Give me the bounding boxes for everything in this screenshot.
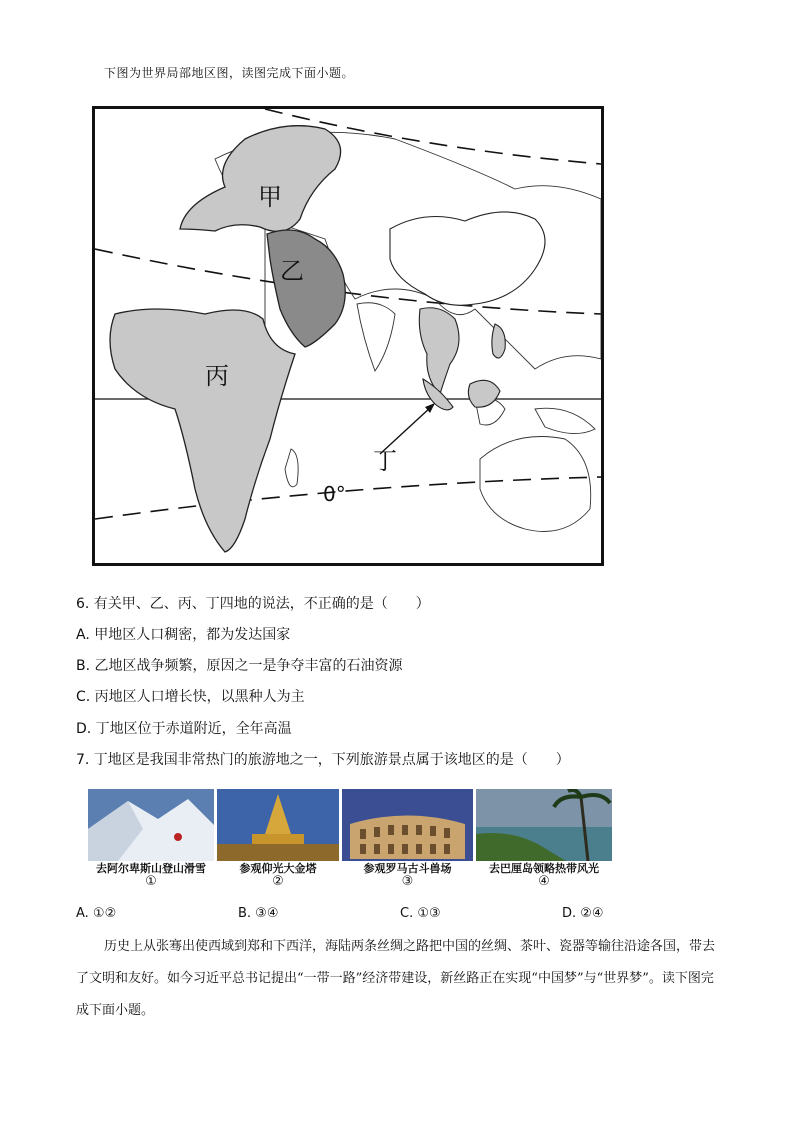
label-bing: 丙 bbox=[205, 362, 229, 390]
photo-number-4: ④ bbox=[538, 874, 550, 889]
photo-caption-4-text: 去巴厘岛领略热带风光 bbox=[489, 862, 599, 875]
label-ding: 丁 bbox=[373, 447, 397, 475]
q6-option-a[interactable]: A. 甲地区人口稠密，都为发达国家 bbox=[76, 627, 291, 643]
photo-colosseum bbox=[342, 789, 473, 861]
tropic-of-capricorn-line bbox=[95, 477, 601, 519]
photo-caption-2-text: 参观仰光大金塔 bbox=[239, 862, 317, 875]
q6-option-c[interactable]: C. 丙地区人口增长快，以黑种人为主 bbox=[76, 689, 305, 705]
photo-caption-1 bbox=[88, 862, 214, 888]
q6-option-d[interactable]: D. 丁地区位于赤道附近，全年高温 bbox=[76, 721, 292, 737]
australia-outline bbox=[480, 437, 591, 532]
photo-caption-3 bbox=[342, 862, 473, 888]
photo-number-3: ③ bbox=[401, 874, 414, 889]
q7-option-c[interactable]: C. ①③ bbox=[400, 906, 441, 921]
photo-caption-2 bbox=[217, 862, 339, 888]
photo-caption-1-text: 去阿尔卑斯山登山滑雪 bbox=[96, 862, 206, 875]
world-region-map bbox=[92, 106, 604, 566]
photo-bali-beach bbox=[476, 789, 612, 861]
q7-option-d[interactable]: D. ②④ bbox=[562, 906, 604, 921]
silk-road-passage: 历史上从张骞出使西域到郑和下西洋，海陆两条丝绸之路把中国的丝绸、茶叶、瓷器等输往沿途各国，带去了文明和友好。如今习近平总书记提出“一带一路”经济带建设，新丝路正在实现“中国梦”与“世界梦”。读下图完成下面小题。 bbox=[76, 939, 716, 1018]
region-bing bbox=[110, 309, 295, 552]
madagascar-outline bbox=[285, 449, 298, 487]
intro-text: 下图为世界局部地区图，读图完成下面小题。 bbox=[104, 66, 355, 80]
india-outline bbox=[357, 303, 395, 371]
photo-caption-4 bbox=[476, 862, 612, 888]
label-jia: 甲 bbox=[258, 183, 282, 211]
new-guinea-outline bbox=[535, 408, 595, 433]
region-yi bbox=[267, 230, 345, 347]
q7-option-a[interactable]: A. ①② bbox=[76, 906, 117, 921]
region-ding-kalimantan bbox=[468, 380, 500, 407]
photo-golden-pagoda bbox=[217, 789, 339, 861]
q6-option-b[interactable]: B. 乙地区战争频繁，原因之一是争夺丰富的石油资源 bbox=[76, 658, 403, 674]
label-0-degree: 0° bbox=[323, 482, 346, 506]
q7-stem: 7. 丁地区是我国非常热门的旅游地之一，下列旅游景点属于该地区的是（ ） bbox=[76, 752, 570, 768]
photo-caption-3-text: 参观罗马古斗兽场 bbox=[363, 862, 452, 875]
region-jia bbox=[180, 126, 341, 232]
photo-number-2: ② bbox=[272, 874, 284, 889]
photo-alps-skiing bbox=[88, 789, 214, 861]
q7-option-b[interactable]: B. ③④ bbox=[238, 906, 279, 921]
q6-stem: 6. 有关甲、乙、丙、丁四地的说法，不正确的是（ ） bbox=[76, 596, 430, 612]
label-yi: 乙 bbox=[280, 257, 304, 285]
photo-number-1: ① bbox=[145, 874, 157, 889]
region-ding-philippines bbox=[492, 324, 505, 358]
map-svg bbox=[95, 109, 601, 563]
